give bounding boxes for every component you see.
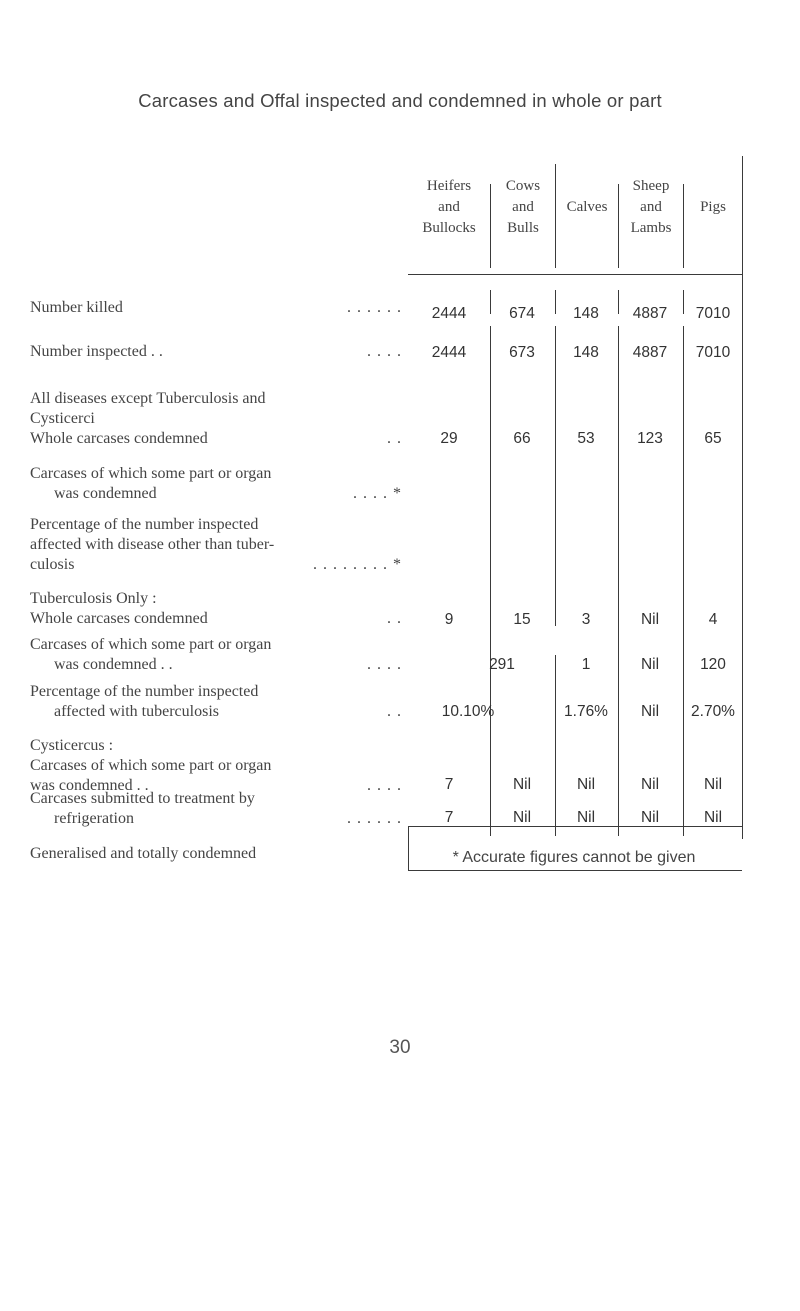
table-cell: 2.70% — [691, 703, 735, 720]
table-cell: 674 — [509, 305, 535, 322]
table-cell: 148 — [573, 305, 599, 322]
table-cell: 2444 — [431, 305, 467, 322]
table-cell: 120 — [700, 656, 726, 673]
row-label-cysticercus: Cysticercus : Carcases of which some part or organ was condemned . . . . . . — [30, 737, 402, 794]
table-cell: 15 — [513, 611, 531, 628]
table-cell: 123 — [637, 430, 663, 447]
table-cell: 29 — [440, 430, 458, 447]
table-cell: 4887 — [632, 344, 668, 361]
column-divider — [683, 326, 684, 836]
table-cell: 4887 — [632, 305, 668, 322]
row-label-number-killed: Number killed . . . . . . — [30, 299, 402, 316]
table-cell: Nil — [640, 611, 660, 628]
table-cell: Nil — [640, 776, 660, 793]
table-cell: 673 — [509, 344, 535, 361]
table-cell: 1.76% — [564, 703, 608, 720]
column-divider — [618, 326, 619, 836]
table-cell: Nil — [576, 776, 596, 793]
row-label-tuberculosis-percentage: Percentage of the number inspected affected with tuberculosis . . — [30, 683, 402, 720]
row-label-number-inspected: Number inspected . . . . . . — [30, 343, 402, 360]
page-number: 30 — [389, 1037, 411, 1058]
header-rule — [408, 274, 742, 275]
column-header-heifers: Heifers and Bullocks — [422, 178, 476, 236]
table-cell: 65 — [704, 430, 722, 447]
table-cell: 1 — [581, 656, 591, 673]
table-cell: Nil — [640, 809, 660, 826]
table-cell: 291 — [489, 656, 515, 673]
table-cell: 148 — [573, 344, 599, 361]
row-label-percentage-disease: Percentage of the number inspected affected with disease other than tuber- culosis . . . . . . . . * — [30, 516, 402, 573]
row-label-refrigeration: Carcases submitted to treatment by refrigeration . . . . . . — [30, 790, 402, 827]
table-cell: 66 — [513, 430, 531, 447]
table-cell: 10.10% — [441, 703, 495, 720]
row-label-generalised: Generalised and totally condemned — [30, 845, 257, 862]
column-header-cows: Cows and Bulls — [505, 178, 541, 236]
table-cell: Nil — [640, 656, 660, 673]
table-cell: 53 — [577, 430, 595, 447]
table-cell: Nil — [512, 809, 532, 826]
table-cell: Nil — [576, 809, 596, 826]
table-cell: Nil — [640, 703, 660, 720]
table-cell: Nil — [512, 776, 532, 793]
table-cell: 7010 — [695, 344, 731, 361]
column-header-pigs: Pigs — [700, 199, 726, 215]
table-cell: 9 — [444, 611, 454, 628]
row-label-part-condemned: Carcases of which some part or organ was condemned . . . . * — [30, 465, 402, 502]
table-cell: 7010 — [695, 305, 731, 322]
table-top-rule — [742, 156, 743, 839]
footer-bottom-rule — [408, 870, 742, 871]
row-label-all-diseases: All diseases except Tuberculosis and Cysticerci Whole carcases condemned . . — [30, 390, 402, 447]
column-header-calves: Calves — [566, 199, 608, 215]
column-divider — [490, 326, 491, 836]
table-cell: Nil — [703, 776, 723, 793]
table-cell: 7 — [444, 776, 454, 793]
page-title: Carcases and Offal inspected and condemned in whole or part — [138, 90, 662, 111]
row-label-tuberculosis-whole: Tuberculosis Only : Whole carcases condemned . . — [30, 590, 402, 627]
table-cell: 4 — [708, 611, 718, 628]
row-label-tuberculosis-part: Carcases of which some part or organ was condemned . . . . . . — [30, 636, 402, 673]
table-cell: 3 — [581, 611, 591, 628]
table-cell: Nil — [703, 809, 723, 826]
column-header-sheep: Sheep and Lambs — [630, 178, 672, 236]
footnote: * Accurate figures cannot be given — [452, 849, 696, 866]
table-cell: 7 — [444, 809, 454, 826]
table-cell: 2444 — [431, 344, 467, 361]
column-divider — [555, 326, 556, 626]
